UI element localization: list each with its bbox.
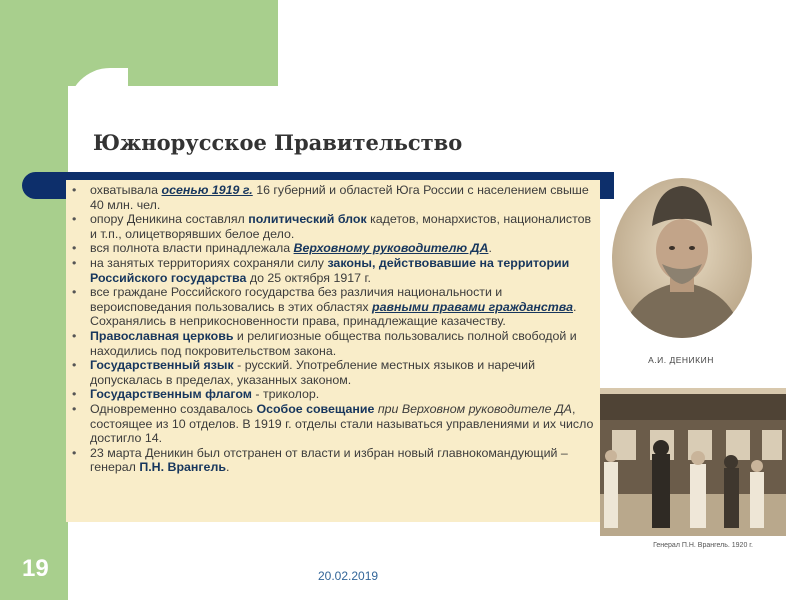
bullet-text-run: Государственный язык <box>90 358 234 373</box>
bullet-text-run: вся полнота власти принадлежала <box>90 241 294 256</box>
bullet-text-run: осенью 1919 г. <box>161 183 253 197</box>
bullet-text-run: охватывала <box>90 183 162 197</box>
bullet-text-run: Государственным флагом <box>90 387 252 402</box>
bullet-text-run: на занятых территориях сохраняли силу <box>90 255 328 270</box>
bullet-text-run: . <box>225 460 230 475</box>
bullet-item <box>66 212 594 241</box>
bullet-text-run: 16 губерний и областей Юга России с населением свыше 40 млн. чел. <box>90 183 589 212</box>
bullet-item <box>66 256 594 285</box>
bullet-text-run: Православная церковь <box>90 328 234 343</box>
bullet-text-run: Верховному руководителю ДА <box>293 241 489 256</box>
bullet-text-run: Особое совещание <box>256 401 375 416</box>
bullet-text-run: при Верховном руководителе ДА <box>377 401 572 416</box>
bullet-list <box>66 183 594 475</box>
train-image <box>600 388 786 536</box>
bullet-text-run: Одновременно создавалось <box>90 401 257 416</box>
bullet-item <box>66 329 594 358</box>
bullet-text-run: П.Н. Врангель <box>139 460 226 475</box>
bullet-item <box>66 358 594 387</box>
bullet-item <box>66 183 594 212</box>
denikin-portrait <box>612 178 752 338</box>
bullet-text-run: - триколор. <box>251 387 320 402</box>
slide-date: 20.02.2019 <box>318 569 379 583</box>
left-decor-band <box>0 0 68 600</box>
bullet-text-run: кадетов, монархистов, националистов и т.п., олицетворявших белое дело. <box>90 212 592 241</box>
train-photo <box>600 388 786 536</box>
bullet-item <box>66 446 594 475</box>
bullet-text-run: законы, действовавшие на территории Российского государства <box>90 255 570 285</box>
bullet-text-run: до 25 октября 1917 г. <box>246 270 371 285</box>
bullet-item <box>66 241 594 256</box>
content-box <box>66 180 600 522</box>
portrait-image <box>612 178 752 338</box>
bullet-text-run: - русский. Употребление местных языков и наречий допускалась в пределах, указанных законом. <box>90 358 535 387</box>
bullet-item <box>66 387 594 402</box>
bullet-text-run: и религиозные общества пользовались полной свободой и находились под покровительством закона. <box>90 328 577 358</box>
bullet-text-run: . <box>488 241 492 256</box>
bullet-text-run: опору Деникина составлял <box>90 212 249 227</box>
slide-number: 19 <box>22 555 49 582</box>
train-caption: Генерал П.Н. Врангель. 1920 г. <box>653 542 753 549</box>
bullet-text-run: равными правами гражданства <box>372 299 574 314</box>
slide-title: Южнорусское Правительство <box>93 130 463 155</box>
bullet-text-run: , состоящее из 10 отделов. В 1919 г. отделы стали называться управлениями и их число достигло 14. <box>90 401 594 446</box>
bullet-text-run: политический блок <box>248 212 367 227</box>
bullet-text-run: . Сохранялись в неприкосновенности права, принадлежащие казачеству. <box>90 299 577 329</box>
portrait-caption: А.И. ДЕНИКИН <box>648 355 714 365</box>
bullet-text-run: 23 марта Деникин был отстранен от власти и избран новый главнокомандующий – генерал <box>90 445 568 475</box>
bullet-item <box>66 285 594 329</box>
bullet-item <box>66 402 594 446</box>
bullet-text-run: все граждане Российского государства без различия национальности и вероисповедания пользовались в этих областях <box>90 285 503 314</box>
